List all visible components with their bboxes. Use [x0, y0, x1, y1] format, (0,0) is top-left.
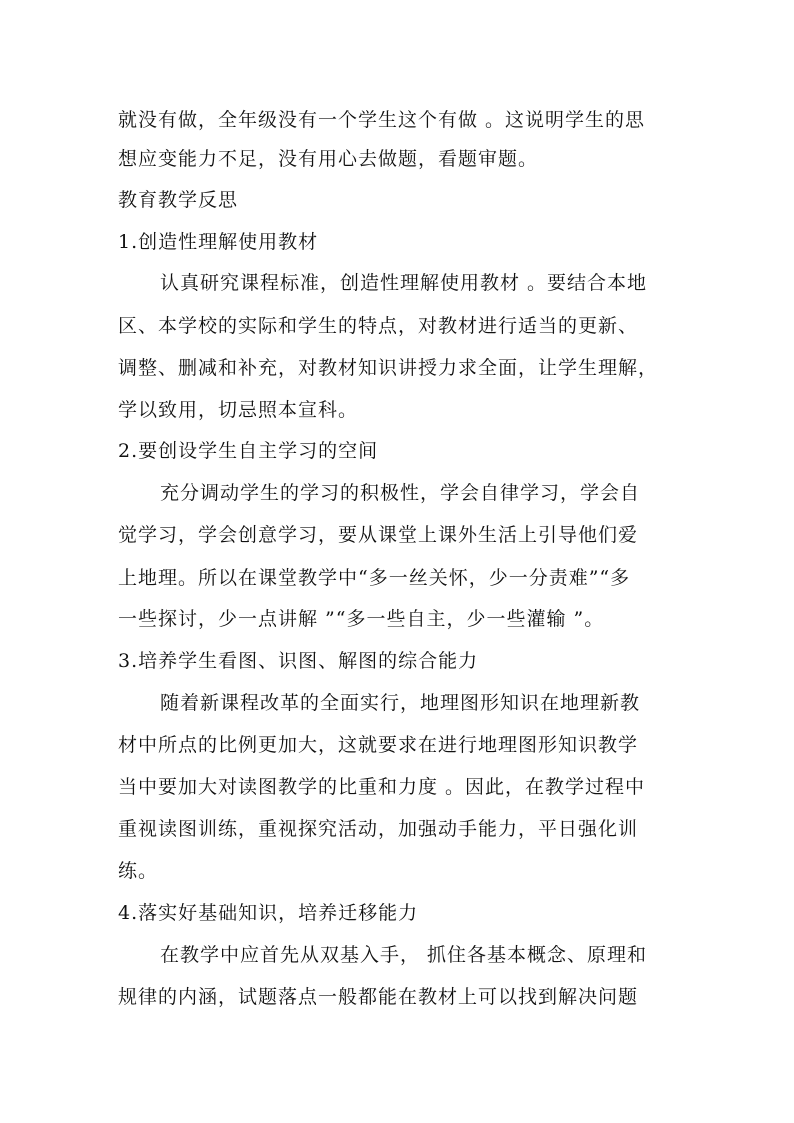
paragraph-4-line-1: 在教学中应首先从双基入手， 抓住各基本概念、原理和	[160, 944, 648, 966]
paragraph-continuation-line-1: 就没有做，全年级没有一个学生这个有做 。这说明学生的思	[118, 109, 646, 131]
paragraph-3-line-1: 随着新课程改革的全面实行，地理图形知识在地理新教	[160, 692, 641, 714]
paragraph-continuation-line-2: 想应变能力不足，没有用心去做题，看题审题。	[118, 148, 539, 170]
heading-3-map-reading-skills: 3.培养学生看图、识图、解图的综合能力	[118, 650, 479, 672]
paragraph-3-line-3: 当中要加大对读图教学的比重和力度 。因此，在教学过程中	[118, 776, 646, 798]
paragraph-2-line-4: 一些探讨，少一点讲解 ”“多一些自主，少一些灌输 ”。	[118, 608, 605, 630]
paragraph-3-line-4: 重视读图训练，重视探究活动，加强动手能力，平日强化训	[118, 818, 639, 840]
section-heading-reflection: 教育教学反思	[118, 189, 239, 211]
paragraph-1-line-4: 学以致用，切忌照本宣科。	[118, 399, 359, 421]
paragraph-3-line-2: 材中所点的比例更加大，这就要求在进行地理图形知识教学	[118, 734, 639, 756]
paragraph-2-line-3: 上地理。所以在课堂教学中“多一丝关怀，少一分责难”“多	[118, 567, 631, 589]
paragraph-2-line-2: 觉学习，学会创意学习，要从课堂上课外生活上引导他们爱	[118, 524, 639, 546]
paragraph-1-line-2: 区、本学校的实际和学生的特点，对教材进行适当的更新、	[118, 315, 639, 337]
heading-4-basic-knowledge: 4.落实好基础知识，培养迁移能力	[118, 902, 419, 924]
paragraph-2-line-1: 充分调动学生的学习的积极性，学会自律学习，学会自	[160, 482, 641, 504]
paragraph-3-line-5: 练。	[118, 860, 159, 882]
paragraph-1-line-3: 调整、删减和补充，对教材知识讲授力求全面，让学生理解，	[118, 357, 659, 379]
paragraph-4-line-2: 规律的内涵，试题落点一般都能在教材上可以找到解决问题	[118, 986, 639, 1008]
paragraph-1-line-1: 认真研究课程标准，创造性理解使用教材 。要结合本地	[160, 272, 648, 294]
heading-2-autonomous-learning-space: 2.要创设学生自主学习的空间	[118, 440, 379, 462]
heading-1-creative-textbook-use: 1.创造性理解使用教材	[118, 231, 319, 253]
